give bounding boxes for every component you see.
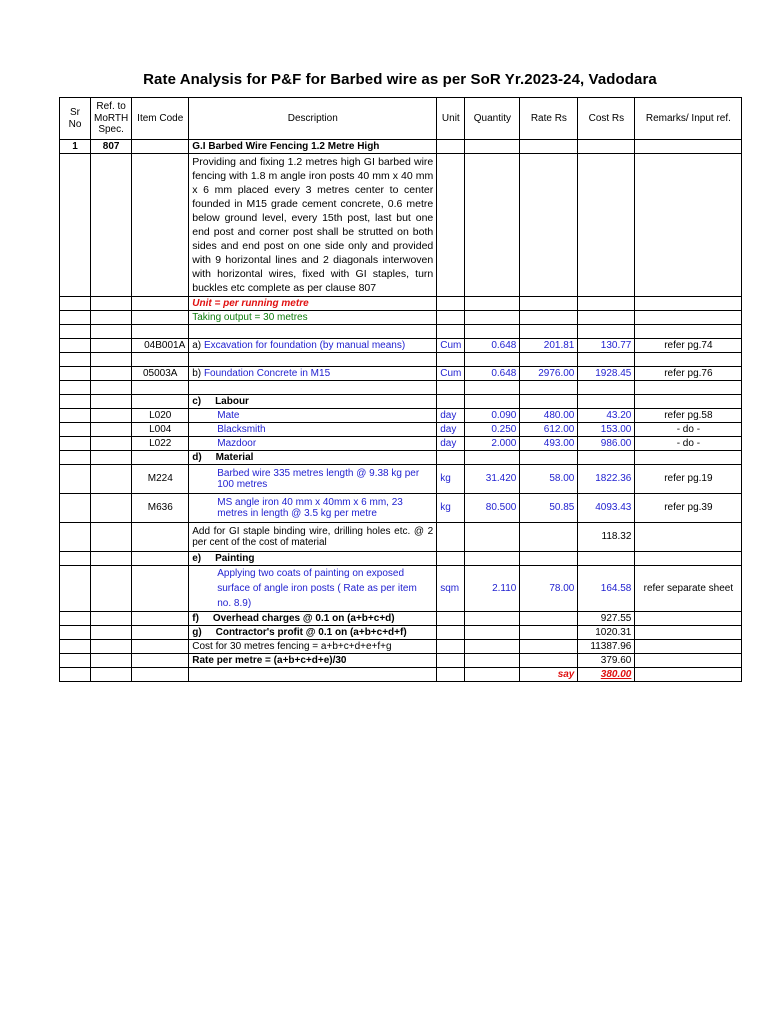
material-ref: refer pg.39 bbox=[635, 494, 742, 523]
concrete-unit: Cum bbox=[437, 367, 465, 381]
material-ref: refer pg.19 bbox=[635, 465, 742, 494]
final-rate: 380.00 bbox=[578, 668, 635, 682]
blank-row bbox=[60, 381, 742, 395]
material-qty: 31.420 bbox=[465, 465, 520, 494]
material-unit: kg bbox=[437, 494, 465, 523]
painting-cost: 164.58 bbox=[578, 566, 635, 612]
material-desc: Barbed wire 335 metres length @ 9.38 kg per 100 metres bbox=[189, 465, 437, 494]
profit-label: g) bbox=[192, 626, 202, 638]
rate-analysis-table bbox=[59, 97, 742, 682]
header-description: Description bbox=[189, 98, 437, 140]
output-note: Taking output = 30 metres bbox=[189, 311, 437, 325]
overhead-row bbox=[60, 612, 742, 626]
labour-cost: 986.00 bbox=[578, 437, 635, 451]
painting-heading-row bbox=[60, 552, 742, 566]
material-row bbox=[60, 494, 742, 523]
material-code: M224 bbox=[132, 465, 189, 494]
labour-row bbox=[60, 437, 742, 451]
labour-desc: Mate bbox=[189, 409, 437, 423]
material-addon-cost: 118.32 bbox=[578, 523, 635, 552]
labour-unit: day bbox=[437, 409, 465, 423]
concrete-cost: 1928.45 bbox=[578, 367, 635, 381]
excavation-rate: 201.81 bbox=[520, 339, 578, 353]
painting-qty: 2.110 bbox=[465, 566, 520, 612]
labour-heading-row bbox=[60, 395, 742, 409]
item-spec-row bbox=[60, 154, 742, 297]
concrete-desc: Foundation Concrete in M15 bbox=[203, 367, 331, 379]
overhead-label: f) bbox=[192, 612, 199, 624]
excavation-row bbox=[60, 339, 742, 353]
header-rate: Rate Rs bbox=[520, 98, 578, 140]
labour-ref: refer pg.58 bbox=[635, 409, 742, 423]
header-quantity: Quantity bbox=[465, 98, 520, 140]
labour-unit: day bbox=[437, 437, 465, 451]
item-heading-row bbox=[60, 140, 742, 154]
painting-rate: 78.00 bbox=[520, 566, 578, 612]
labour-qty: 0.090 bbox=[465, 409, 520, 423]
labour-cost: 153.00 bbox=[578, 423, 635, 437]
labour-rate: 493.00 bbox=[520, 437, 578, 451]
header-item-code: Item Code bbox=[132, 98, 189, 140]
item-heading: G.I Barbed Wire Fencing 1.2 Metre High bbox=[189, 140, 437, 154]
item-specification: Providing and fixing 1.2 metres high GI barbed wire fencing with 1.8 m angle iron posts 40 mm x 40 mm x 6 mm placed every 3 metres center to center founded in M15 grade cement concrete, 0.6 metre below ground level, every 15th post, last but one end post and corner post shall be strutted on both sides and end post on one side only and provided with 9 horizontal lines and 2 diagonals interwoven with horizontal wires, fixed with GI staples, turn buckles etc complete as per clause 807 bbox=[189, 154, 437, 297]
concrete-row bbox=[60, 367, 742, 381]
concrete-code: 05003A bbox=[132, 367, 189, 381]
output-note-row bbox=[60, 311, 742, 325]
material-cost: 1822.36 bbox=[578, 465, 635, 494]
unit-note: Unit = per running metre bbox=[189, 297, 437, 311]
material-code: M636 bbox=[132, 494, 189, 523]
labour-heading: Labour bbox=[215, 395, 249, 407]
profit-desc: Contractor's profit @ 0.1 on (a+b+c+d+f) bbox=[215, 626, 407, 638]
excavation-cost: 130.77 bbox=[578, 339, 635, 353]
blank-row bbox=[60, 325, 742, 339]
concrete-rate: 2976.00 bbox=[520, 367, 578, 381]
rate-per-metre-desc: Rate per metre = (a+b+c+d+e)/30 bbox=[189, 654, 437, 668]
ref-cell: 807 bbox=[91, 140, 132, 154]
painting-unit: sqm bbox=[437, 566, 465, 612]
labour-ref: - do - bbox=[635, 437, 742, 451]
labour-unit: day bbox=[437, 423, 465, 437]
painting-label: e) bbox=[192, 552, 202, 564]
final-rate-row bbox=[60, 668, 742, 682]
excavation-code: 04B001A bbox=[132, 339, 189, 353]
concrete-label: b) bbox=[192, 367, 202, 379]
material-addon-row bbox=[60, 523, 742, 552]
material-desc: MS angle iron 40 mm x 40mm x 6 mm, 23 metres in length @ 3.5 kg per metre bbox=[189, 494, 437, 523]
blank-row bbox=[60, 353, 742, 367]
overhead-cost: 927.55 bbox=[578, 612, 635, 626]
painting-row bbox=[60, 566, 742, 612]
labour-qty: 0.250 bbox=[465, 423, 520, 437]
excavation-desc: Excavation for foundation (by manual means) bbox=[203, 339, 406, 351]
painting-ref: refer separate sheet bbox=[635, 566, 742, 612]
material-row bbox=[60, 465, 742, 494]
material-cost: 4093.43 bbox=[578, 494, 635, 523]
profit-row bbox=[60, 626, 742, 640]
header-cost: Cost Rs bbox=[578, 98, 635, 140]
labour-label: c) bbox=[192, 395, 202, 407]
profit-cost: 1020.31 bbox=[578, 626, 635, 640]
concrete-ref: refer pg.76 bbox=[635, 367, 742, 381]
labour-desc: Mazdoor bbox=[189, 437, 437, 451]
material-heading-row bbox=[60, 451, 742, 465]
excavation-qty: 0.648 bbox=[465, 339, 520, 353]
overhead-desc: Overhead charges @ 0.1 on (a+b+c+d) bbox=[212, 612, 395, 624]
labour-ref: - do - bbox=[635, 423, 742, 437]
unit-note-row bbox=[60, 297, 742, 311]
sr-no-cell: 1 bbox=[60, 140, 91, 154]
labour-row bbox=[60, 423, 742, 437]
painting-heading: Painting bbox=[215, 552, 255, 564]
material-unit: kg bbox=[437, 465, 465, 494]
labour-code: L022 bbox=[132, 437, 189, 451]
page-title: Rate Analysis for P&F for Barbed wire as per SoR Yr.2023-24, Vadodara bbox=[143, 71, 657, 88]
excavation-unit: Cum bbox=[437, 339, 465, 353]
labour-desc: Blacksmith bbox=[189, 423, 437, 437]
labour-code: L020 bbox=[132, 409, 189, 423]
header-remarks: Remarks/ Input ref. bbox=[635, 98, 742, 140]
material-addon-desc: Add for GI staple binding wire, drilling holes etc. @ 2 per cent of the cost of material bbox=[189, 523, 437, 552]
say-label: say bbox=[520, 668, 578, 682]
labour-row bbox=[60, 409, 742, 423]
total-30m-row bbox=[60, 640, 742, 654]
labour-rate: 612.00 bbox=[520, 423, 578, 437]
material-rate: 50.85 bbox=[520, 494, 578, 523]
labour-qty: 2.000 bbox=[465, 437, 520, 451]
concrete-qty: 0.648 bbox=[465, 367, 520, 381]
material-qty: 80.500 bbox=[465, 494, 520, 523]
rate-per-metre-row bbox=[60, 654, 742, 668]
header-unit: Unit bbox=[437, 98, 465, 140]
header-row bbox=[60, 98, 742, 140]
labour-code: L004 bbox=[132, 423, 189, 437]
excavation-label: a) bbox=[192, 339, 202, 351]
total-30m-desc: Cost for 30 metres fencing = a+b+c+d+e+f+g bbox=[189, 640, 437, 654]
header-sr-no: Sr No bbox=[60, 98, 91, 140]
labour-rate: 480.00 bbox=[520, 409, 578, 423]
excavation-ref: refer pg.74 bbox=[635, 339, 742, 353]
rate-per-metre-cost: 379.60 bbox=[578, 654, 635, 668]
total-30m-cost: 11387.96 bbox=[578, 640, 635, 654]
material-rate: 58.00 bbox=[520, 465, 578, 494]
header-ref: Ref. to MoRTH Spec. bbox=[91, 98, 132, 140]
material-label: d) bbox=[192, 451, 202, 463]
labour-cost: 43.20 bbox=[578, 409, 635, 423]
painting-desc: Applying two coats of painting on exposed surface of angle iron posts ( Rate as per item no. 8.9) bbox=[189, 566, 437, 612]
material-heading: Material bbox=[215, 451, 254, 463]
